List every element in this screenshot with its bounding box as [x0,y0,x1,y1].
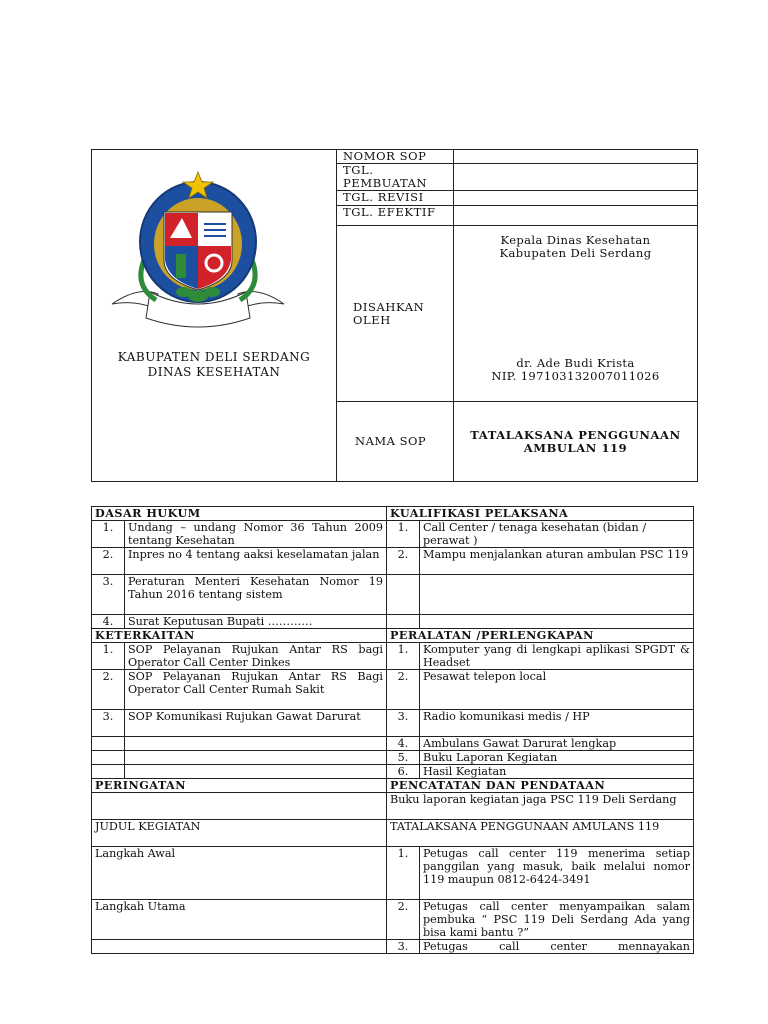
tgl-pembuatan-label-line-1: TGL. [343,163,374,177]
tgl-revisi-label: TGL. REVISI [337,191,454,206]
dasar-hukum-num: 3. [92,575,125,615]
empty-cell [387,575,420,615]
empty-cell [92,765,125,779]
approver-signature [454,357,697,383]
nama-sop-value-line-2: AMBULAN 119 [523,440,628,455]
keterkaitan-item: SOP Pelayanan Rujukan Antar RS bagi Operator Call Center Dinkes [125,643,387,670]
langkah-text: Petugas call center mennayakan [420,940,694,954]
peralatan-item: Komputer yang di lengkapi aplikasi SPGDT & Headset [420,643,694,670]
tgl-pembuatan-value [454,164,698,191]
empty-cell [92,737,125,751]
disahkan-label-line-1: DISAHKAN [353,299,425,314]
empty-cell [125,765,387,779]
langkah-text: Petugas call center 119 menerima setiap panggilan yang masuk, baik melalui nomor 119 maupun 0812-6424-3491 [420,847,694,900]
empty-cell [420,575,694,615]
empty-cell [125,737,387,751]
peralatan-item: Buku Laporan Kegiatan [420,751,694,765]
peralatan-num: 3. [387,710,420,737]
peralatan-item: Pesawat telepon local [420,670,694,710]
peralatan-heading: PERALATAN /PERLENGKAPAN [387,629,694,643]
empty-cell [125,751,387,765]
peralatan-item: Hasil Kegiatan [420,765,694,779]
dasar-hukum-num: 4. [92,615,125,629]
peralatan-num: 4. [387,737,420,751]
empty-cell [387,615,420,629]
peralatan-num: 5. [387,751,420,765]
peralatan-num: 1. [387,643,420,670]
approver-title [454,234,697,260]
tgl-pembuatan-label-line-2: PEMBUATAN [343,176,428,190]
sop-header-table [91,149,698,482]
tgl-pembuatan-label [337,164,454,191]
langkah-num: 2. [387,900,420,940]
langkah-text: Petugas call center menyampaikan salam pembuka “ PSC 119 Deli Serdang Ada yang bisa kami bantu ?” [420,900,694,940]
peringatan-content [92,793,387,820]
nomor-sop-label: NOMOR SOP [337,150,454,164]
dasar-hukum-num: 1. [92,521,125,548]
approver-cell [454,226,698,402]
nama-sop-value [454,402,698,482]
judul-kegiatan-value: TATALAKSANA PENGGUNAAN AMULANS 119 [387,820,694,847]
dasar-hukum-item: Surat Keputusan Bupati ………… [125,615,387,629]
pencatatan-content: Buku laporan kegiatan jaga PSC 119 Deli Serdang [387,793,694,820]
agency-name [92,350,336,380]
dasar-hukum-item: Undang – undang Nomor 36 Tahun 2009 tentang Kesehatan [125,521,387,548]
disahkan-label [337,226,454,402]
approver-title-line-1: Kepala Dinas Kesehatan [500,233,651,247]
judul-kegiatan-label: JUDUL KEGIATAN [92,820,387,847]
nomor-sop-value [454,150,698,164]
peralatan-item: Radio komunikasi medis / HP [420,710,694,737]
keterkaitan-item: SOP Pelayanan Rujukan Antar RS Bagi Operator Call Center Rumah Sakit [125,670,387,710]
approver-name: dr. Ade Budi Krista [516,356,635,370]
deli-serdang-emblem-icon [108,168,288,328]
dasar-hukum-item: Inpres no 4 tentang aaksi keselamatan jalan [125,548,387,575]
keterkaitan-item: SOP Komunikasi Rujukan Gawat Darurat [125,710,387,737]
peralatan-num: 6. [387,765,420,779]
keterkaitan-num: 1. [92,643,125,670]
langkah-awal-label: Langkah Awal [92,847,387,900]
sop-body-table [91,506,694,954]
kualifikasi-item: Mampu menjalankan aturan ambulan PSC 119 [420,548,694,575]
peralatan-item: Ambulans Gawat Darurat lengkap [420,737,694,751]
peralatan-num: 2. [387,670,420,710]
kualifikasi-heading: KUALIFIKASI PELAKSANA [387,507,694,521]
kualifikasi-item: Call Center / tenaga kesehatan (bidan / perawat ) [420,521,694,548]
keterkaitan-num: 3. [92,710,125,737]
dasar-hukum-item: Peraturan Menteri Kesehatan Nomor 19 Tahun 2016 tentang sistem [125,575,387,615]
keterkaitan-num: 2. [92,670,125,710]
approver-nip: NIP. 197103132007011026 [491,369,660,383]
kualifikasi-num: 1. [387,521,420,548]
empty-cell [92,751,125,765]
nama-sop-label: NAMA SOP [337,402,454,482]
nama-sop-value-line-1: TATALAKSANA PENGGUNAAN [470,427,681,442]
disahkan-label-line-2: OLEH [353,312,391,327]
empty-cell [420,615,694,629]
langkah-label-empty [92,940,387,954]
tgl-efektif-value [454,206,698,226]
agency-line-1: KABUPATEN DELI SERDANG [117,350,311,364]
peringatan-heading: PERINGATAN [92,779,387,793]
langkah-utama-label: Langkah Utama [92,900,387,940]
tgl-efektif-label: TGL. EFEKTIF [337,206,454,226]
agency-line-2: DINAS KESEHATAN [147,365,281,379]
pencatatan-heading: PENCATATAN DAN PENDATAAN [387,779,694,793]
langkah-num: 3. [387,940,420,954]
approver-title-line-2: Kabupaten Deli Serdang [499,246,652,260]
keterkaitan-heading: KETERKAITAN [92,629,387,643]
tgl-revisi-value [454,191,698,206]
kualifikasi-num: 2. [387,548,420,575]
logo-cell [92,150,337,482]
langkah-num: 1. [387,847,420,900]
dasar-hukum-heading: DASAR HUKUM [92,507,387,521]
dasar-hukum-num: 2. [92,548,125,575]
